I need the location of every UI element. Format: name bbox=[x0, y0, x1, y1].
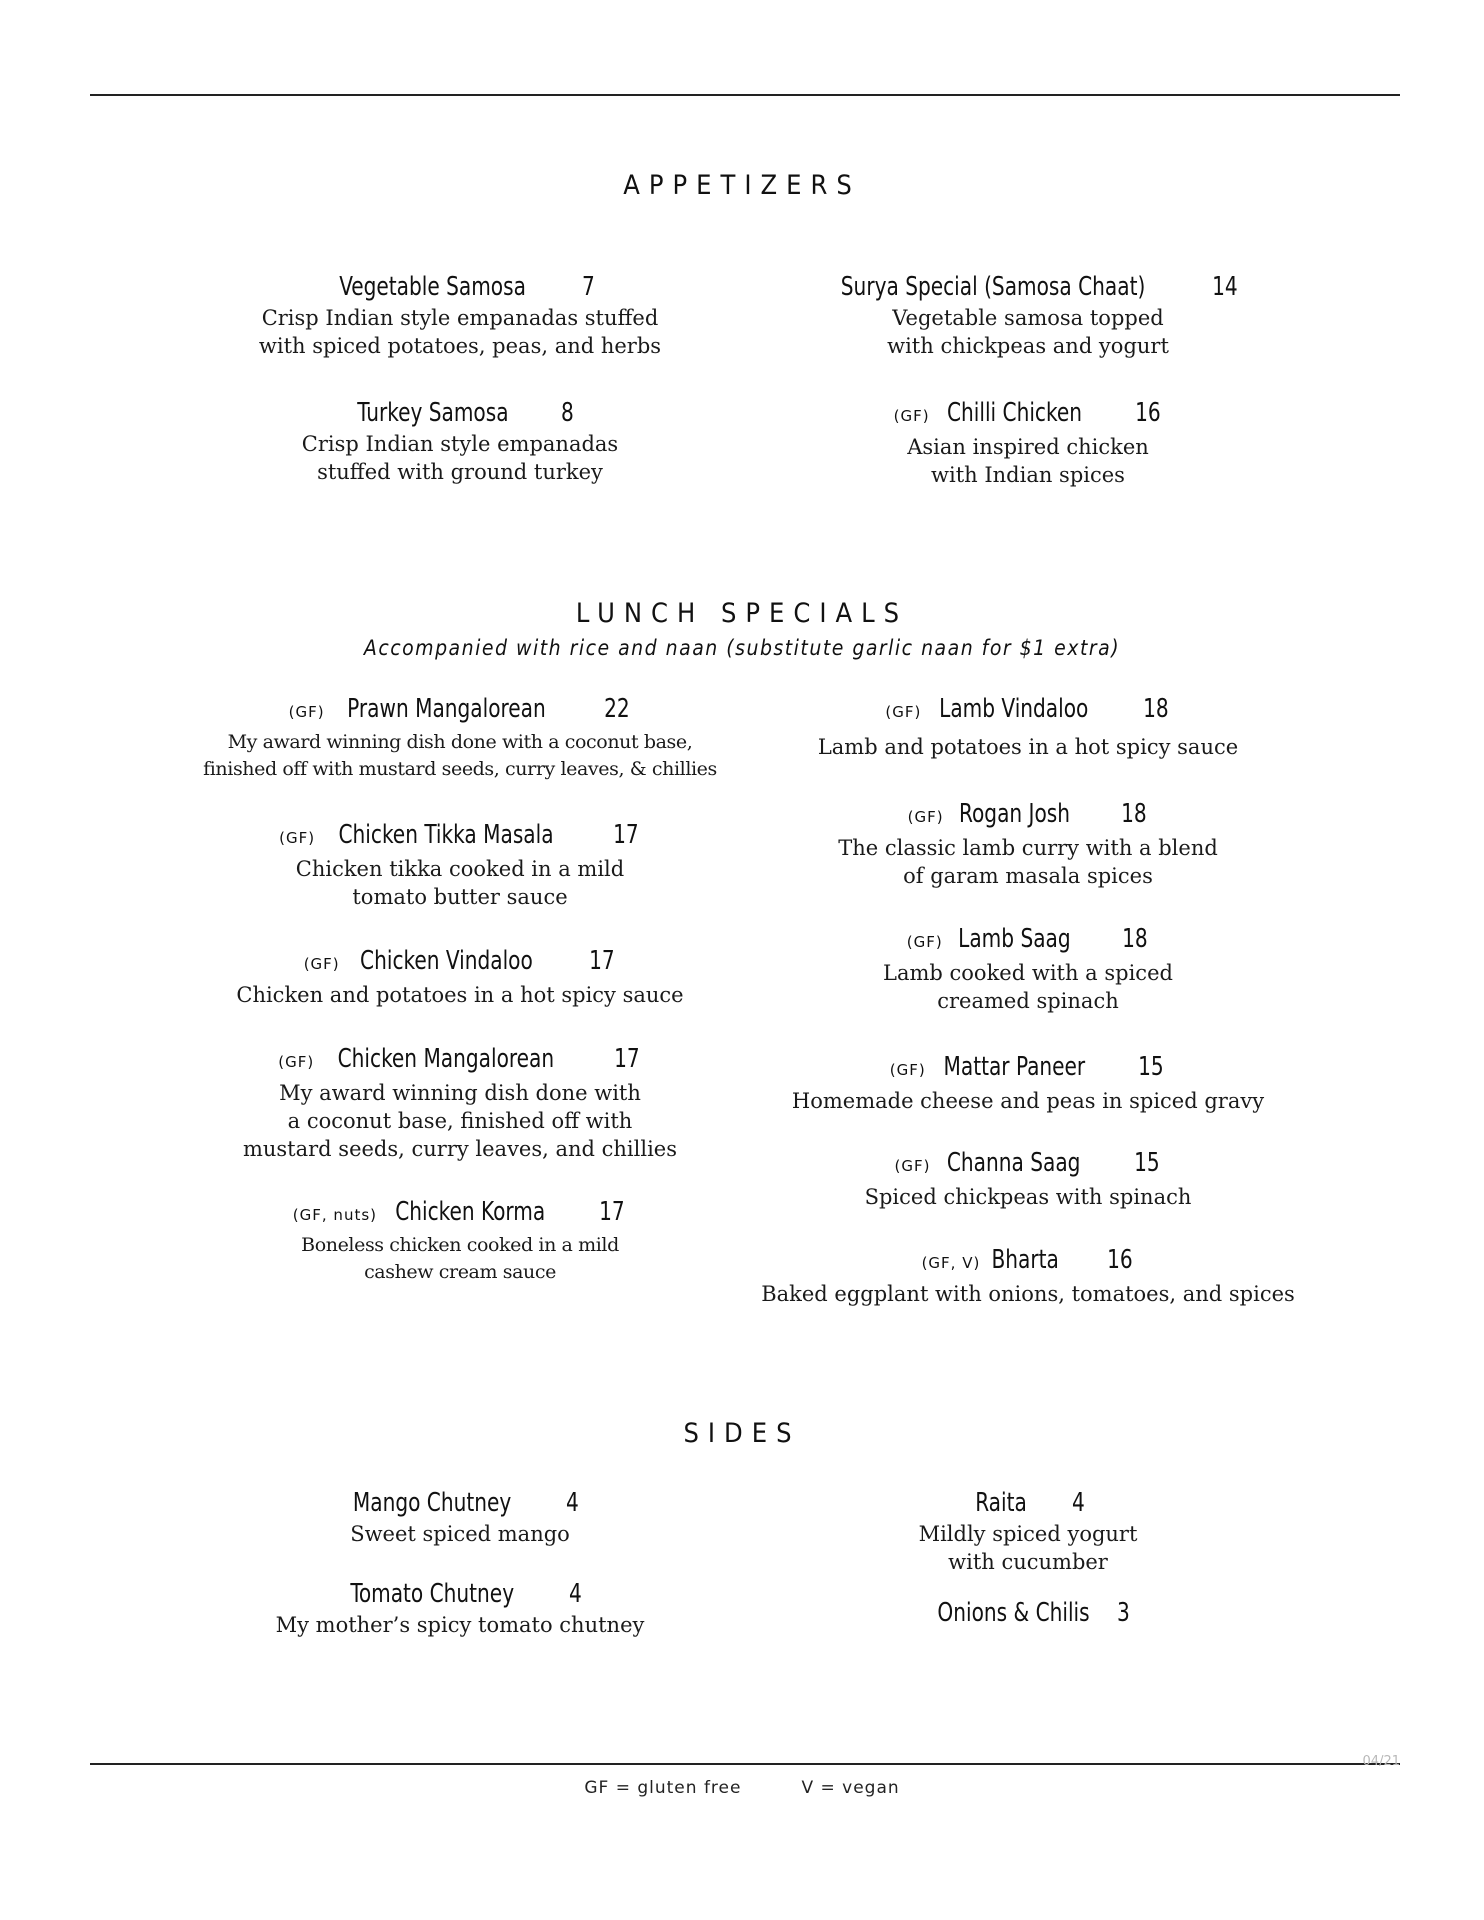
menu-item-onions-chilis bbox=[738, 1596, 1318, 1630]
menu-item-bharta bbox=[738, 1243, 1318, 1308]
item-description: My award winning dish done with a coconut base, finished off with mustard seeds, curry leaves, & chillies bbox=[203, 731, 717, 780]
item-price: 7 bbox=[582, 272, 595, 302]
item-description: Mildly spiced yogurt with cucumber bbox=[918, 1522, 1138, 1574]
menu-item-lamb-vindaloo bbox=[738, 692, 1318, 761]
item-price: 15 bbox=[1133, 1148, 1160, 1178]
item-name: Chicken Mangalorean bbox=[337, 1044, 555, 1074]
top-divider bbox=[90, 94, 1400, 96]
item-name: Rogan Josh bbox=[958, 799, 1070, 829]
dietary-tag: (GF) bbox=[894, 1157, 931, 1175]
menu-item-chicken-korma bbox=[170, 1195, 750, 1286]
section-title-appetizers: APPETIZERS bbox=[623, 170, 861, 201]
item-price: 16 bbox=[1134, 398, 1161, 428]
menu-item-rogan-josh bbox=[738, 797, 1318, 890]
section-subtitle: Accompanied with rice and naan (substitute garlic naan for $1 extra) bbox=[363, 636, 1121, 660]
dietary-tag: (GF, V) bbox=[921, 1254, 981, 1272]
item-price: 17 bbox=[588, 946, 615, 976]
item-price: 16 bbox=[1106, 1245, 1133, 1275]
item-description: Sweet spiced mango bbox=[350, 1522, 570, 1546]
menu-item-mattar-paneer bbox=[738, 1050, 1318, 1115]
menu-item-channa-saag bbox=[738, 1146, 1318, 1211]
item-description: The classic lamb curry with a blend of garam masala spices bbox=[838, 836, 1218, 888]
item-description: Baked eggplant with onions, tomatoes, and spices bbox=[761, 1282, 1295, 1306]
dietary-legend bbox=[0, 1778, 1484, 1798]
item-name: Chicken Tikka Masala bbox=[338, 820, 554, 850]
menu-item-lamb-saag bbox=[738, 922, 1318, 1015]
menu-item-chicken-mangalorean bbox=[170, 1042, 750, 1163]
item-name: Mango Chutney bbox=[353, 1488, 512, 1518]
dietary-tag: (GF) bbox=[906, 933, 943, 951]
item-price: 4 bbox=[568, 1579, 582, 1609]
item-price: 8 bbox=[561, 398, 575, 428]
dietary-tag: (GF) bbox=[279, 829, 316, 847]
dietary-tag: (GF) bbox=[885, 703, 922, 721]
item-price: 4 bbox=[1071, 1488, 1085, 1518]
item-name: Mattar Paneer bbox=[943, 1052, 1085, 1082]
dietary-tag: (GF) bbox=[907, 808, 944, 826]
item-name: Bharta bbox=[991, 1245, 1060, 1275]
item-description: Chicken and potatoes in a hot spicy sauce bbox=[236, 983, 684, 1007]
item-description: Vegetable samosa topped with chickpeas and yogurt bbox=[887, 306, 1169, 358]
item-name: Vegetable Samosa bbox=[339, 272, 526, 302]
item-description: Lamb and potatoes in a hot spicy sauce bbox=[817, 735, 1239, 759]
version-label: 04/21 bbox=[1362, 1754, 1400, 1769]
dietary-tag: (GF) bbox=[893, 407, 930, 425]
section-title-lunch-specials: LUNCH SPECIALS bbox=[575, 598, 909, 629]
menu-item-prawn-mangalorean bbox=[170, 692, 750, 783]
legend-vegan: V = vegan bbox=[801, 1778, 900, 1798]
menu-item-chilli-chicken bbox=[738, 396, 1318, 489]
item-name: Turkey Samosa bbox=[356, 398, 509, 428]
menu-item-chicken-tikka-masala bbox=[170, 818, 750, 911]
item-price: 18 bbox=[1121, 924, 1148, 954]
item-price: 17 bbox=[613, 820, 639, 850]
item-description: Asian inspired chicken with Indian spices bbox=[907, 435, 1149, 487]
dietary-tag: (GF) bbox=[303, 955, 340, 973]
menu-item-mango-chutney bbox=[170, 1486, 750, 1548]
menu-item-surya-special bbox=[738, 270, 1318, 360]
section-title-sides: SIDES bbox=[683, 1418, 801, 1449]
item-price: 22 bbox=[603, 694, 630, 724]
dietary-tag: (GF) bbox=[288, 703, 325, 721]
item-description: Crisp Indian style empanadas stuffed with ground turkey bbox=[301, 432, 619, 484]
item-name: Chicken Vindaloo bbox=[359, 946, 533, 976]
item-name: Lamb Vindaloo bbox=[939, 694, 1089, 724]
item-price: 17 bbox=[614, 1044, 640, 1074]
menu-item-vegetable-samosa bbox=[170, 270, 750, 360]
item-description: Boneless chicken cooked in a mild cashew cream sauce bbox=[301, 1234, 619, 1283]
item-name: Onions & Chilis bbox=[937, 1598, 1090, 1628]
menu-item-tomato-chutney bbox=[170, 1577, 750, 1639]
item-name: Surya Special (Samosa Chaat) bbox=[840, 272, 1146, 302]
item-description: My mother’s spicy tomato chutney bbox=[275, 1613, 645, 1637]
dietary-tag: (GF, nuts) bbox=[292, 1206, 377, 1224]
item-name: Lamb Saag bbox=[957, 924, 1071, 954]
item-description: Spiced chickpeas with spinach bbox=[864, 1185, 1192, 1209]
item-price: 3 bbox=[1117, 1598, 1130, 1628]
item-description: Chicken tikka cooked in a mild tomato butter sauce bbox=[295, 857, 625, 909]
dietary-tag: (GF) bbox=[889, 1061, 926, 1079]
item-price: 14 bbox=[1212, 272, 1238, 302]
menu-item-turkey-samosa bbox=[170, 396, 750, 486]
item-name: Tomato Chutney bbox=[350, 1579, 515, 1609]
item-description: Homemade cheese and peas in spiced gravy bbox=[791, 1089, 1265, 1113]
item-price: 18 bbox=[1142, 694, 1169, 724]
item-description: My award winning dish done with a coconut base, finished off with mustard seeds, curry leaves, and chillies bbox=[242, 1081, 678, 1161]
item-description: Crisp Indian style empanadas stuffed with spiced potatoes, peas, and herbs bbox=[258, 306, 662, 358]
item-price: 4 bbox=[565, 1488, 579, 1518]
item-name: Channa Saag bbox=[947, 1148, 1081, 1178]
dietary-tag: (GF) bbox=[278, 1053, 315, 1071]
item-name: Chicken Korma bbox=[395, 1197, 546, 1227]
item-price: 18 bbox=[1120, 799, 1147, 829]
item-name: Raita bbox=[974, 1488, 1027, 1518]
menu-item-raita bbox=[738, 1486, 1318, 1576]
menu-item-chicken-vindaloo bbox=[170, 944, 750, 1009]
item-name: Prawn Mangalorean bbox=[346, 694, 546, 724]
item-name: Chilli Chicken bbox=[946, 398, 1082, 428]
item-price: 17 bbox=[599, 1197, 626, 1227]
bottom-divider bbox=[90, 1763, 1400, 1765]
item-price: 15 bbox=[1138, 1052, 1165, 1082]
item-description: Lamb cooked with a spiced creamed spinach bbox=[883, 961, 1173, 1013]
legend-gluten-free: GF = gluten free bbox=[584, 1778, 742, 1798]
